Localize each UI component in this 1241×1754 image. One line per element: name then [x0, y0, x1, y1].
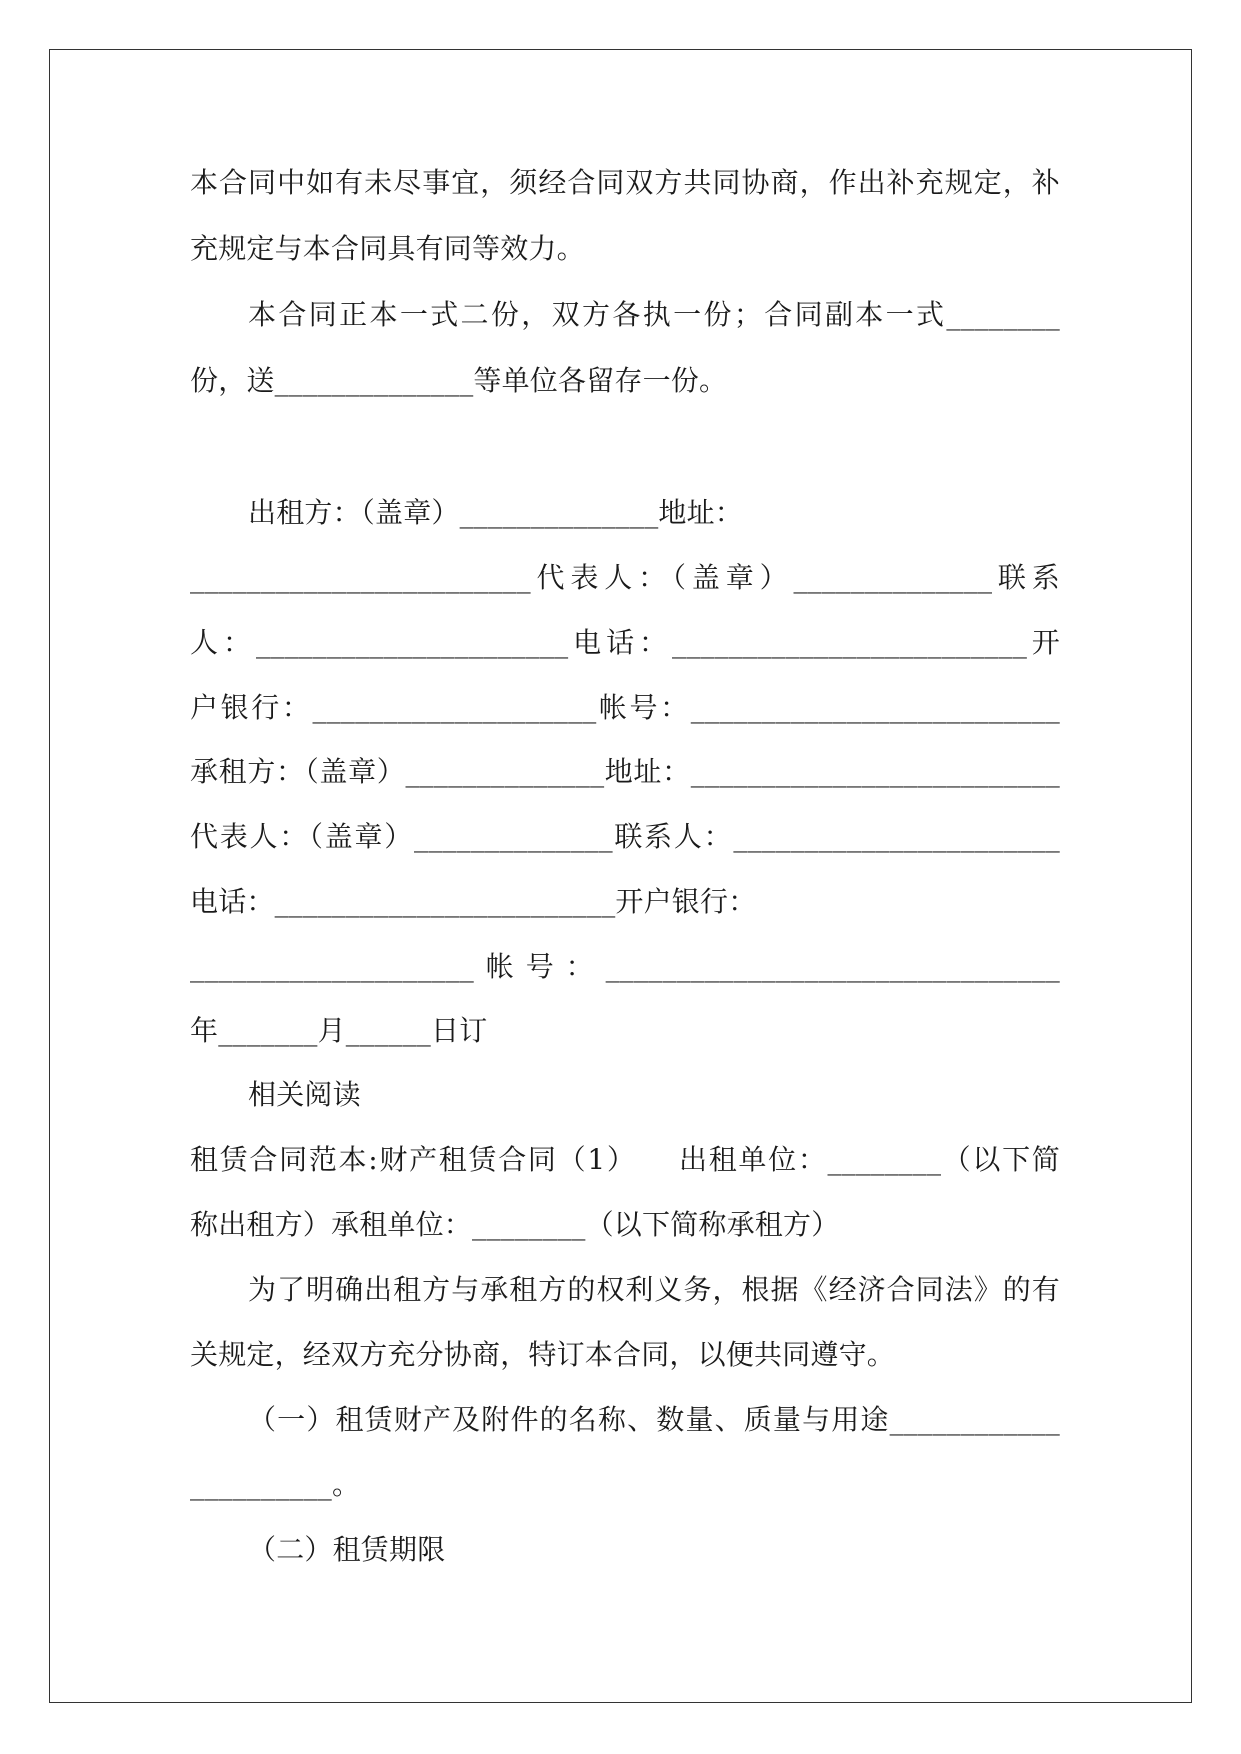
text-line: 称出租方）承租单位：________（以下简称承租方）	[190, 1208, 840, 1241]
text-line: 关规定，经双方充分协商，特订本合同，以便共同遵守。	[190, 1338, 896, 1371]
text-line: 人：______________________电话：_________________________开	[190, 626, 1060, 659]
related-reading-heading: 相关阅读	[248, 1078, 361, 1111]
text-line: 电话：________________________开户银行：	[190, 885, 757, 918]
section-heading: （二）租赁期限	[248, 1533, 446, 1566]
text-line: 本合同中如有未尽事宜，须经合同双方共同协商，作出补充规定，补	[190, 166, 1060, 199]
text-line: ________________________代表人：（盖章）______________联系	[190, 561, 1060, 594]
lessor-seal-line: 出租方：（盖章）______________地址：	[248, 496, 744, 529]
text-line: ____________________帐号：________________________________	[190, 950, 1060, 983]
text-line: 为了明确出租方与承租方的权利义务，根据《经济合同法》的有	[248, 1273, 1060, 1306]
lessee-seal-line: 承租方：（盖章）______________地址：__________________________	[190, 755, 1060, 788]
section-heading: （一）租赁财产及附件的名称、数量、质量与用途____________	[248, 1403, 1060, 1436]
date-line: 年_______月______日订	[190, 1014, 488, 1047]
text-line: 租赁合同范本:财产租赁合同（1） 出租单位：________（以下简	[190, 1143, 1060, 1176]
text-line: 份，送______________等单位各留存一份。	[190, 364, 728, 397]
text-line: __________。	[190, 1468, 361, 1501]
text-line: 充规定与本合同具有同等效力。	[190, 232, 585, 265]
text-line: 本合同正本一式二份，双方各执一份；合同副本一式________	[248, 298, 1060, 331]
text-line: 户银行：____________________帐号：__________________________	[190, 691, 1060, 724]
text-line: 代表人：（盖章）______________联系人：_______________________	[190, 820, 1060, 853]
